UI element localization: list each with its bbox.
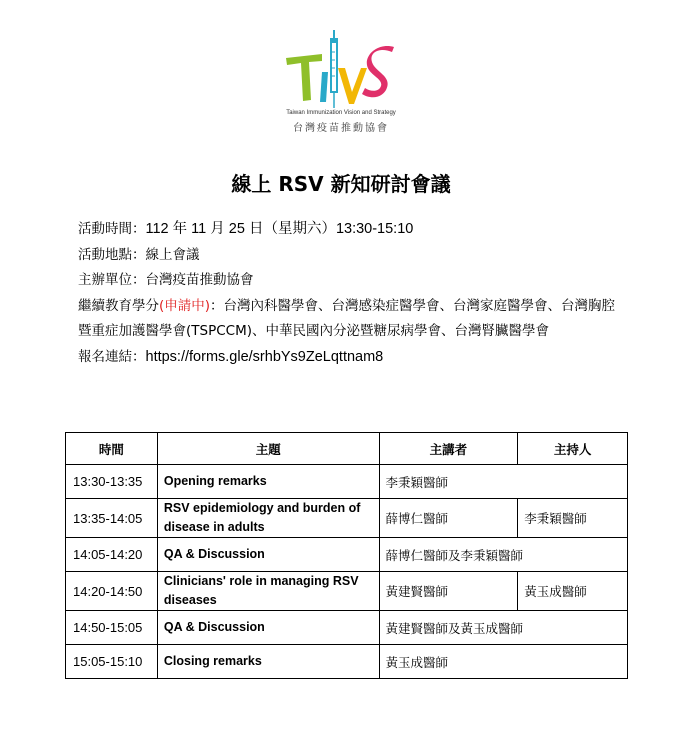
event-time-value: 112 年 11 月 25 日（星期六）13:30-15:10	[145, 221, 414, 237]
event-register-link[interactable]: https://forms.gle/srhbYs9ZeLqttnam8	[145, 348, 384, 365]
table-row	[66, 538, 628, 572]
schedule-table	[65, 432, 628, 679]
event-credit	[78, 294, 623, 345]
event-time-label: 活動時間：	[78, 221, 146, 237]
event-credit-status: (申請中)	[159, 297, 211, 314]
row-moderator: 黃玉成醫師	[518, 572, 628, 611]
table-row	[66, 572, 628, 611]
row-speaker: 李秉穎醫師	[379, 465, 627, 499]
row-time: 13:30-13:35	[66, 465, 158, 499]
header-speaker: 主講者	[379, 433, 518, 465]
event-place	[78, 243, 623, 269]
event-register-label: 報名連結：	[78, 348, 146, 365]
row-time: 15:05-15:10	[66, 645, 158, 679]
table-header-row	[66, 433, 628, 465]
header-time: 時間	[66, 433, 158, 465]
row-time: 13:35-14:05	[66, 499, 158, 538]
page-title: 線上 RSV 新知研討會議	[231, 172, 451, 196]
event-register	[78, 345, 623, 371]
event-credit-label: 繼續教育學分	[78, 297, 159, 314]
row-topic: Opening remarks	[157, 465, 379, 499]
event-place-label: 活動地點：	[78, 246, 146, 263]
logo-english-text: Taiwan Immunization Vision and Strategy	[286, 110, 396, 116]
header-topic: 主題	[157, 433, 379, 465]
row-speaker: 薛博仁醫師及李秉穎醫師	[379, 538, 627, 572]
row-time: 14:50-15:05	[66, 611, 158, 645]
event-credit-value: 台灣內科醫學會、台灣感染症醫學會、台灣家庭醫學會、台灣胸腔暨重症加護醫學會(TSPCCM)、中華民國內分泌暨糖尿病學會、台灣腎臟醫學會	[78, 297, 616, 339]
table-row	[66, 499, 628, 538]
row-speaker: 黃建賢醫師	[379, 572, 518, 611]
event-info	[78, 217, 623, 370]
event-host-label: 主辦單位：	[78, 272, 146, 288]
row-moderator: 李秉穎醫師	[518, 499, 628, 538]
row-speaker: 黃建賢醫師及黃玉成醫師	[379, 611, 627, 645]
row-speaker: 薛博仁醫師	[379, 499, 518, 538]
row-speaker: 黃玉成醫師	[379, 645, 627, 679]
event-place-value: 線上會議	[145, 246, 200, 263]
row-topic: Closing remarks	[157, 645, 379, 679]
row-topic: QA & Discussion	[157, 538, 379, 572]
event-credit-colon: ：	[210, 297, 224, 314]
syringe-icon	[330, 30, 338, 108]
table-row	[66, 611, 628, 645]
row-time: 14:05-14:20	[66, 538, 158, 572]
event-time	[78, 217, 623, 243]
row-topic: Clinicians' role in managing RSV diseases	[157, 572, 379, 611]
row-time: 14:20-14:50	[66, 572, 158, 611]
table-row	[66, 465, 628, 499]
event-host-value: 台灣疫苗推動協會	[145, 272, 254, 288]
row-topic: QA & Discussion	[157, 611, 379, 645]
row-topic: RSV epidemiology and burden of disease in adults	[157, 499, 379, 538]
table-row	[66, 645, 628, 679]
header-moderator: 主持人	[518, 433, 628, 465]
logo-chinese-text: 台灣疫苗推動協會	[293, 123, 389, 134]
event-host	[78, 268, 623, 294]
